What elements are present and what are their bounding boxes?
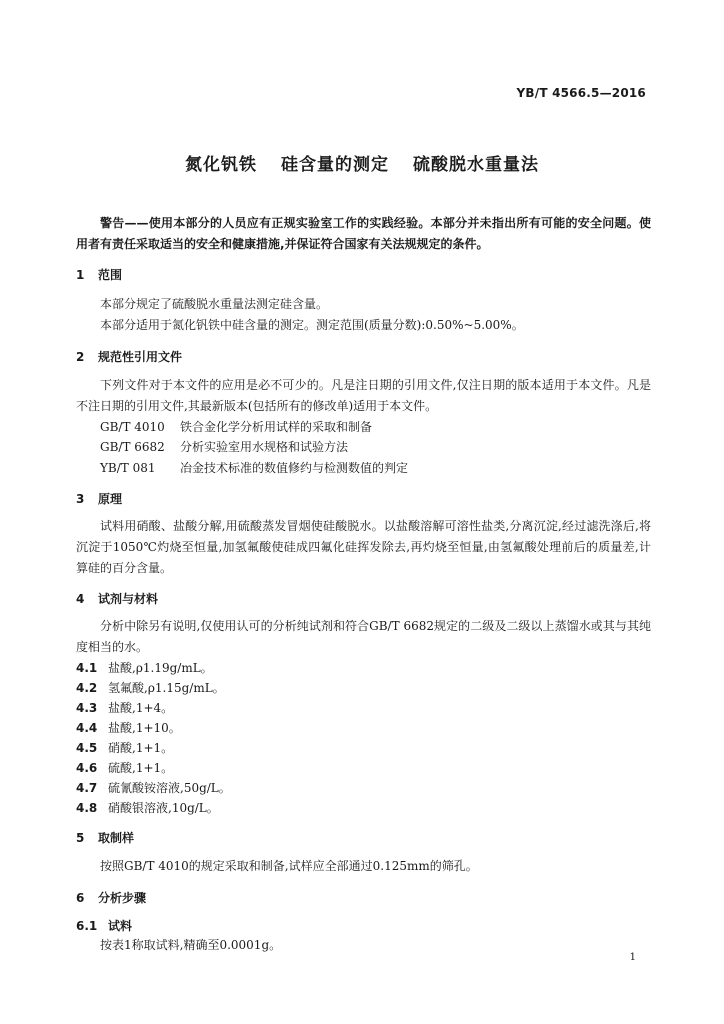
reagent-item <box>76 719 181 736</box>
principle-paragraph: 试料用硝酸、盐酸分解,用硫酸蒸发冒烟使硅酸脱水。以盐酸溶解可溶性盐类,分离沉淀,经过滤洗涤后,将沉淀于1050℃灼烧至恒量,加氢氟酸使硅成四氟化硅挥发除去,再灼烧至恒量,由氢氟酸处理前后的质量差,计算硅的百分含量。 <box>76 519 651 575</box>
item-number: 4.6 <box>76 761 98 775</box>
reference-item <box>100 438 348 455</box>
item-number: 4.7 <box>76 781 98 795</box>
scope-line-1: 本部分规定了硫酸脱水重量法测定硅含量。 <box>100 297 329 311</box>
item-text: 氢氟酸,ρ1.15g/mL。 <box>108 681 225 695</box>
item-text: 硝酸银溶液,10g/L。 <box>108 801 219 815</box>
reagent-item <box>76 779 231 796</box>
item-number: 4.2 <box>76 681 98 695</box>
section-3-heading <box>76 490 122 507</box>
section-title: 规范性引用文件 <box>98 350 183 364</box>
item-number: 4.5 <box>76 741 98 755</box>
reference-item <box>100 459 408 476</box>
section-number: 5 <box>76 831 85 845</box>
references-intro: 下列文件对于本文件的应用是必不可少的。凡是注日期的引用文件,仅注日期的版本适用于本文件。凡是不注日期的引用文件,其最新版本(包括所有的修改单)适用于本文件。 <box>76 378 651 413</box>
section-title: 取制样 <box>98 831 135 845</box>
item-number: 4.1 <box>76 661 98 675</box>
section-4-heading <box>76 590 158 607</box>
reference-item <box>100 418 372 435</box>
reagent-item <box>76 739 173 756</box>
standard-number: YB/T 4566.5—2016 <box>516 86 646 100</box>
reference-name: 冶金技术标准的数值修约与检测数值的判定 <box>180 461 409 475</box>
section-title: 范围 <box>98 268 123 282</box>
reagent-item <box>76 759 173 776</box>
section-number: 1 <box>76 268 85 282</box>
title-part-2: 硅含量的测定 <box>281 155 389 175</box>
section-2-heading <box>76 348 182 365</box>
section-number: 2 <box>76 350 85 364</box>
item-number: 4.8 <box>76 801 98 815</box>
section-title: 试剂与材料 <box>98 592 159 606</box>
item-text: 硫氰酸铵溶液,50g/L。 <box>108 781 231 795</box>
section-5-heading <box>76 829 134 846</box>
item-number: 6.1 <box>76 919 98 933</box>
reagent-item <box>76 799 219 816</box>
section-number: 4 <box>76 592 85 606</box>
subsection-6-1-heading <box>76 917 132 934</box>
reagent-item <box>76 679 225 696</box>
reagent-item <box>76 699 173 716</box>
reagent-item <box>76 659 213 676</box>
reagents-intro: 分析中除另有说明,仅使用认可的分析纯试剂和符合GB/T 6682规定的二级及二级以上蒸馏水或其与其纯度相当的水。 <box>76 619 651 654</box>
item-number: 4.4 <box>76 721 98 735</box>
section-title: 原理 <box>98 492 123 506</box>
scope-line-2: 本部分适用于氮化钒铁中硅含量的测定。测定范围(质量分数):0.50%~5.00%。 <box>100 318 524 332</box>
title-part-1: 氮化钒铁 <box>185 155 257 175</box>
reference-code: GB/T 4010 <box>100 420 165 434</box>
section-number: 3 <box>76 492 85 506</box>
reference-name: 分析实验室用水规格和试验方法 <box>180 440 349 454</box>
warning-paragraph: 警告——使用本部分的人员应有正规实验室工作的实践经验。本部分并未指出所有可能的安全问题。使用者有责任采取适当的安全和健康措施,并保证符合国家有关法规规定的条件。 <box>76 216 651 251</box>
section-1-heading <box>76 266 122 283</box>
document-title <box>0 150 724 175</box>
section-6-heading <box>76 889 146 906</box>
item-text: 盐酸,1+4。 <box>108 701 174 715</box>
section-number: 6 <box>76 891 85 905</box>
reference-code: YB/T 081 <box>100 461 156 475</box>
item-text: 盐酸,1+10。 <box>108 721 181 735</box>
reference-name: 铁合金化学分析用试样的采取和制备 <box>180 420 373 434</box>
item-text: 试料 <box>108 919 133 933</box>
sampling-paragraph: 按照GB/T 4010的规定采取和制备,试样应全部通过0.125mm的筛孔。 <box>100 859 478 873</box>
item-number: 4.3 <box>76 701 98 715</box>
reference-code: GB/T 6682 <box>100 440 165 454</box>
section-title: 分析步骤 <box>98 891 147 905</box>
item-text: 硫酸,1+1。 <box>108 761 174 775</box>
title-part-3: 硫酸脱水重量法 <box>413 155 539 175</box>
item-text: 盐酸,ρ1.19g/mL。 <box>108 661 213 675</box>
page-mark: 1 <box>629 952 636 963</box>
sample-weighing-text: 按表1称取试料,精确至0.0001g。 <box>100 938 282 952</box>
item-text: 硝酸,1+1。 <box>108 741 174 755</box>
